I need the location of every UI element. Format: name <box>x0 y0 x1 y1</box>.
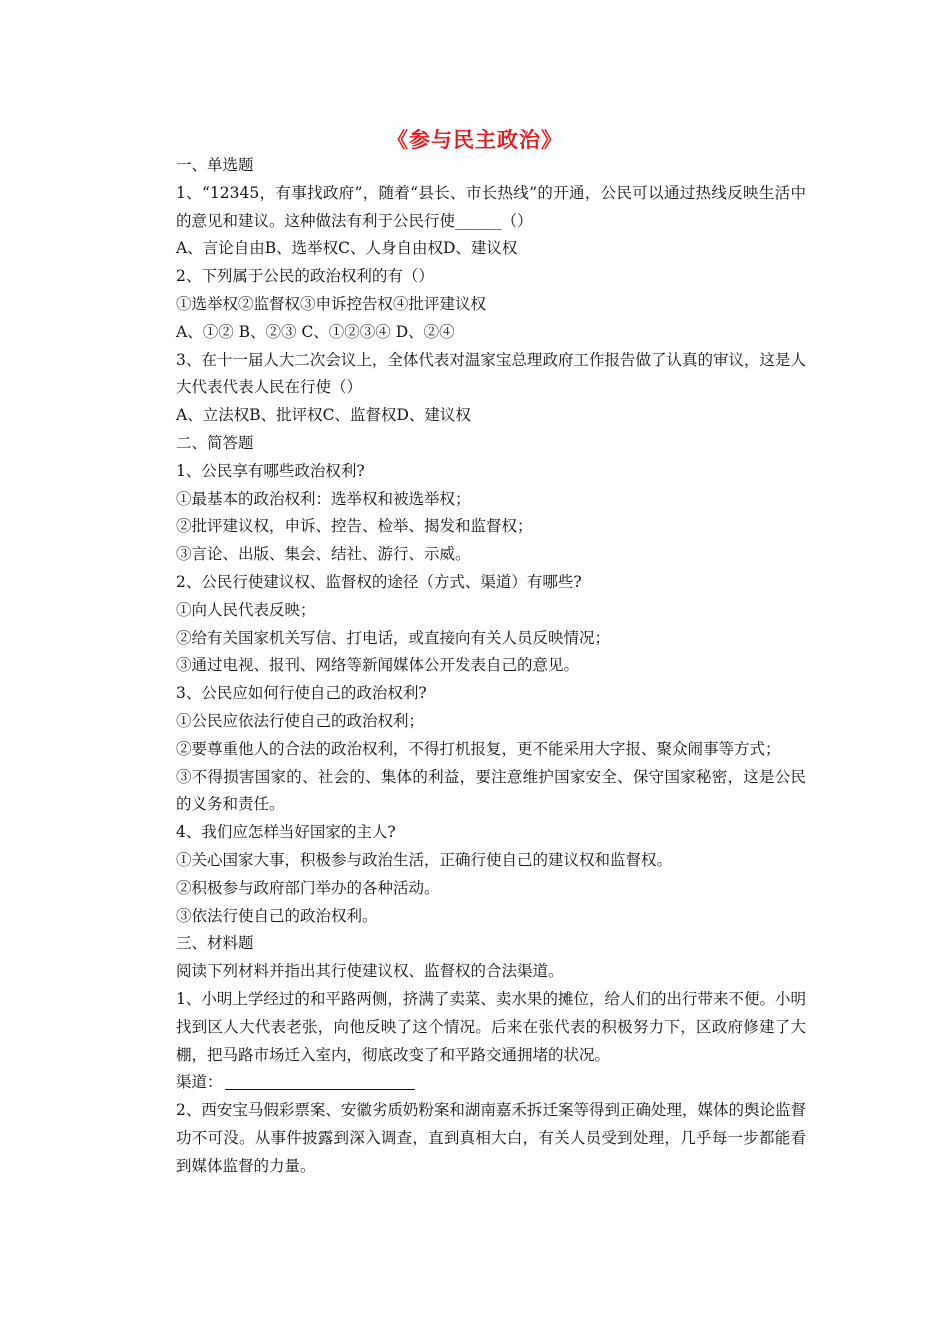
section-heading: 一、单选题 <box>176 156 254 174</box>
question-text: 2、公民行使建议权、监督权的途径（方式、渠道）有哪些? <box>176 572 582 591</box>
instruction-text: 阅读下列材料并指出其行使建议权、监督权的合法渠道。 <box>176 962 564 981</box>
answer-options: A、言论自由B、选举权C、人身自由权D、建议权 <box>176 239 518 258</box>
answer-item: ②要尊重他人的合法的政治权利，不得打机报复，更不能采用大字报、聚众闹事等方式； <box>176 739 781 758</box>
answer-item: ①向人民代表反映； <box>176 600 316 619</box>
answer-item: ③依法行使自己的政治权利。 <box>176 906 378 925</box>
answer-item: ①公民应依法行使自己的政治权利； <box>176 711 425 730</box>
material-text: 1、小明上学经过的和平路两侧，挤满了卖菜、卖水果的摊位，给人们的出行带来不便。小明找到区人大代表老张，向他反映了这个情况。后来在张代表的积极努力下，区政府修建了大棚，把马路市场迁入室内，彻底改变了和平路交通拥堵的状况。 <box>176 989 806 1064</box>
answer-blank <box>225 1073 415 1090</box>
document-body <box>146 152 806 1180</box>
question-text: 4、我们应怎样当好国家的主人? <box>176 823 396 842</box>
answer-options: A、①② B、②③ C、①②③④ D、②④ <box>176 322 455 341</box>
answer-item: ③言论、出版、集会、结社、游行、示威。 <box>176 545 471 564</box>
question-text: 3、公民应如何行使自己的政治权利? <box>176 684 427 703</box>
question-text: 3、在十一届人大二次会议上，全体代表对温家宝总理政府工作报告做了认真的审议，这是人大代表代表人民在行使（） <box>176 350 806 397</box>
answer-item: ③通过电视、报刊、网络等新闻媒体公开发表自己的意见。 <box>176 656 580 675</box>
answer-item: ③不得损害国家的、社会的、集体的利益，要注意维护国家安全、保守国家秘密，这是公民的义务和责任。 <box>176 767 806 814</box>
answer-item: ②给有关国家机关写信、打电话，或直接向有关人员反映情况； <box>176 628 611 647</box>
section-heading: 二、简答题 <box>176 433 254 452</box>
material-text: 2、西安宝马假彩票案、安徽劣质奶粉案和湖南嘉禾拆迁案等得到正确处理，媒体的舆论监督功不可没。从事件披露到深入调查，直到真相大白，有关人员受到处理，几乎每一步都能看到媒体监督的力量。 <box>176 1101 806 1175</box>
channel-label: 渠道： <box>176 1073 223 1092</box>
answer-options: A、立法权B、批评权C、监督权D、建议权 <box>176 406 471 425</box>
answer-item: ②积极参与政府部门举办的各种活动。 <box>176 878 440 897</box>
answer-item: ②批评建议权，申诉、控告、检举、揭发和监督权； <box>176 517 533 536</box>
channel-line <box>146 1069 806 1097</box>
question-text: 2、下列属于公民的政治权利的有（） <box>176 267 434 286</box>
question-items: ①选举权②监督权③申诉控告权④批评建议权 <box>176 294 487 313</box>
section-heading: 三、材料题 <box>176 934 254 953</box>
question-text: 1、公民享有哪些政治权利? <box>176 461 365 480</box>
question-text: 1、“12345，有事找政府”，随着“县长、市长热线”的开通，公民可以通过热线反映生活中的意见和建议。这种做法有利于公民行使______（） <box>176 183 806 230</box>
document-title: 《参与民主政治》 <box>387 128 563 152</box>
answer-item: ①最基本的政治权利：选举权和被选举权； <box>176 489 471 508</box>
answer-item: ①关心国家大事，积极参与政治生活，正确行使自己的建议权和监督权。 <box>176 850 673 869</box>
